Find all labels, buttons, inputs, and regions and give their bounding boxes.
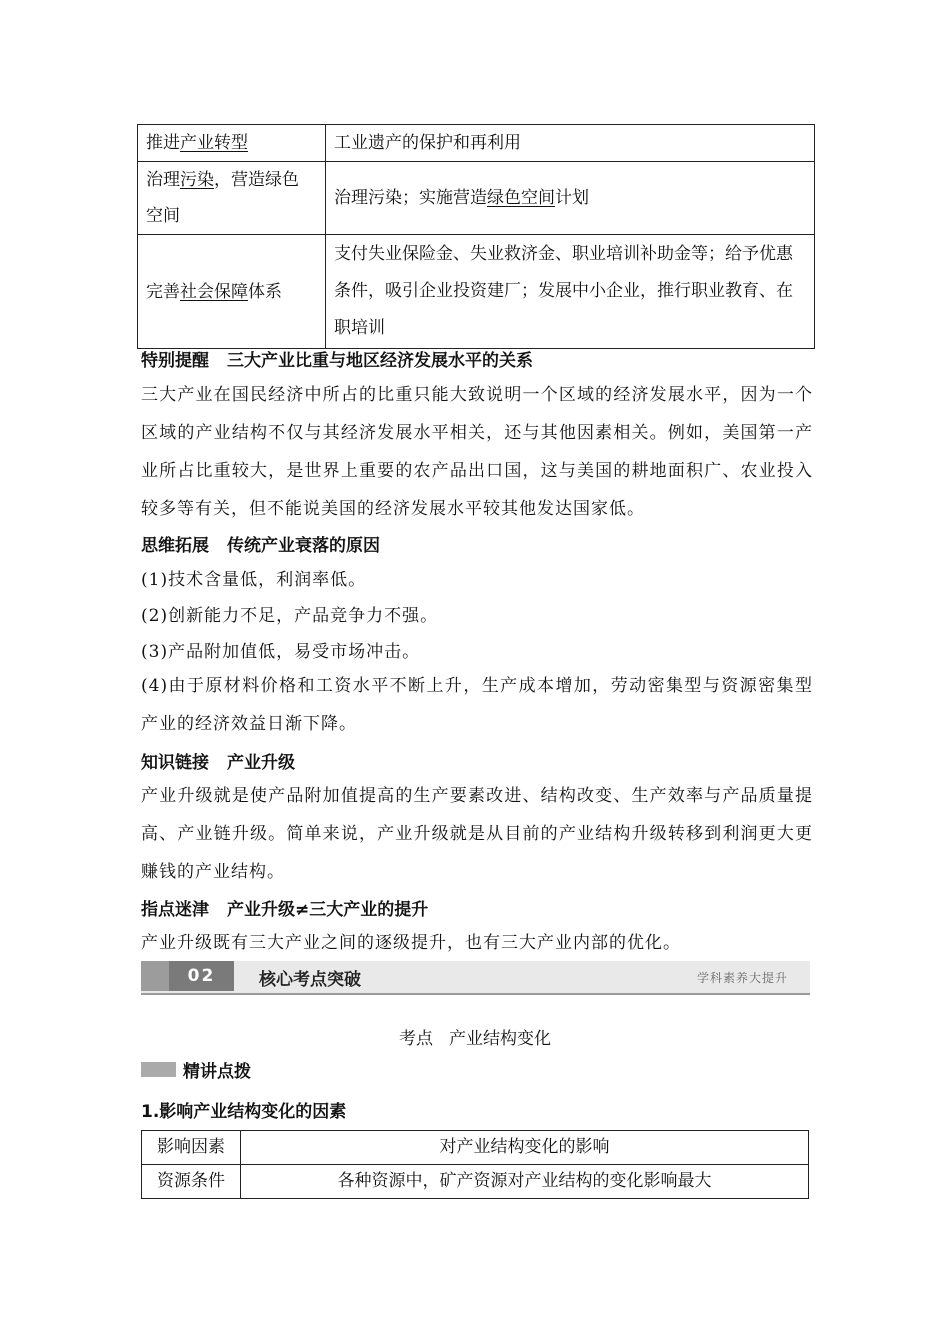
- list-item: (3)产品附加值低，易受市场冲击。: [141, 642, 421, 662]
- factors-table: [141, 1130, 809, 1199]
- table-row: [138, 235, 815, 349]
- banner-underline: [141, 993, 810, 995]
- subsection-marker: [141, 1062, 176, 1077]
- section-heading: 特别提醒 三大产业比重与地区经济发展水平的关系: [141, 351, 533, 371]
- section-heading: 指点迷津 产业升级≠三大产业的提升: [141, 900, 429, 920]
- measures-table: [137, 124, 815, 349]
- banner-subtitle: 学科素养大提升: [696, 971, 788, 985]
- banner-number: 02: [169, 961, 234, 991]
- table-row: [138, 125, 815, 162]
- table-cell: 治理污染；实施营造绿色空间计划: [326, 162, 815, 235]
- table-cell: 工业遗产的保护和再利用: [326, 125, 815, 162]
- banner-title: 核心考点突破: [259, 970, 361, 990]
- paragraph: 三大产业在国民经济中所占的比重只能大致说明一个区域的经济发展水平，因为一个区域的产业结构不仅与其经济发展水平相关，还与其他因素相关。例如，美国第一产业所占比重较大，是世界上重要的农产品出口国，这与美国的耕地面积广、农业投入较多等有关，但不能说美国的经济发展水平较其他发达国家低。: [141, 385, 813, 519]
- list-item: (1)技术含量低，利润率低。: [141, 570, 367, 590]
- table-cell: 支付失业保险金、失业救济金、职业培训补助金等；给予优惠条件，吸引企业投资建厂；发展中小企业，推行职业教育、在职培训: [326, 235, 815, 349]
- table-cell: 完善社会保障体系: [138, 235, 326, 349]
- table-cell: 治理污染，营造绿色 空间: [138, 162, 326, 235]
- table-cell: 推进产业转型: [138, 125, 326, 162]
- table-header-cell: 对产业结构变化的影响: [241, 1131, 809, 1165]
- factor-heading: 1.影响产业结构变化的因素: [141, 1102, 347, 1122]
- table-header-cell: 影响因素: [142, 1131, 241, 1165]
- banner-accent: [141, 961, 169, 991]
- table-row: [142, 1165, 809, 1199]
- table-row: [138, 162, 815, 235]
- list-item: (2)创新能力不足，产品竞争力不强。: [141, 606, 439, 626]
- list-item: (4)由于原材料价格和工资水平不断上升，生产成本增加，劳动密集型与资源密集型产业的经济效益日渐下降。: [141, 676, 813, 734]
- table-header-row: [142, 1131, 809, 1165]
- paragraph: 产业升级就是使产品附加值提高的生产要素改进、结构改变、生产效率与产品质量提高、产业链升级。简单来说，产业升级就是从目前的产业结构升级转移到利润更大更赚钱的产业结构。: [141, 786, 813, 882]
- section-heading: 知识链接 产业升级: [141, 753, 295, 773]
- table-cell: 各种资源中，矿产资源对产业结构的变化影响最大: [241, 1165, 809, 1199]
- table-cell: 资源条件: [142, 1165, 241, 1199]
- section-heading: 思维拓展 传统产业衰落的原因: [141, 536, 380, 556]
- section-banner: [141, 961, 810, 995]
- paragraph: 产业升级既有三大产业之间的逐级提升，也有三大产业内部的优化。: [141, 933, 681, 953]
- kaodian-title: 考点 产业结构变化: [399, 1029, 551, 1049]
- subsection-title: 精讲点拨: [183, 1062, 251, 1082]
